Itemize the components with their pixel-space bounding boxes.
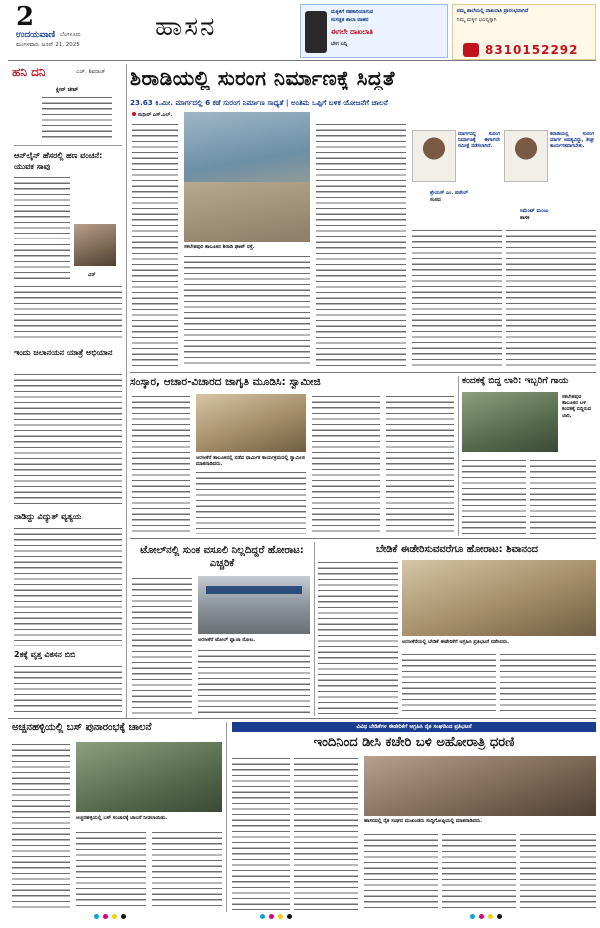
hani-dani-box	[12, 65, 124, 80]
bus-photo-caption: ಅಚ್ಚನಹಳ್ಳಿಯಲ್ಲಿ ಬಸ್ ಸಂಚಾರಕ್ಕೆ ಚಾಲನೆ ನೀಡಲಾಯಿತು.	[76, 815, 168, 821]
dc-kicker: ವಿವಿಧ ಬೇಡಿಕೆಗಳ ಈಡೇರಿಕೆಗೆ ಆಗ್ರಹಿಸಿ ರೈತ ಸಂಘದಿಂದ ಪ್ರತಿಭಟನೆ	[232, 722, 596, 732]
samskara-text-col1	[132, 394, 190, 534]
story1-photo-caption: ವಿನ್	[88, 272, 96, 278]
lead-text-col1	[132, 122, 178, 368]
side-role-1: ಸಂಸದ	[430, 197, 441, 203]
samskara-photo-caption: ಅರಸೀಕೆರೆ ತಾಲೂಕಿನಲ್ಲಿ ನಡೆದ ಧಾರ್ಮಿಕ ಕಾರ್ಯಕ್ರಮದಲ್ಲಿ ಸ್ವಾಮೀಜಿ ಮಾತನಾಡಿದರು.	[196, 455, 305, 468]
dc-photo-caption: ಹಾಸನದಲ್ಲಿ ರೈತ ಸಂಘದ ಮುಖಂಡರು ಸುದ್ದಿಗೋಷ್ಠಿಯಲ್ಲಿ ಮಾತನಾಡಿದರು.	[364, 818, 483, 824]
demand-photo	[402, 560, 596, 636]
side-quote-1: ಮಾರ್ಗದಲ್ಲಿ ಸುರಂಗ ನಿರ್ಮಾಣಕ್ಕೆ ಈಗಾಗಲೇ ಸಮೀಕ್ಷೆ ನಡೆಸಲಾಗಿದೆ.	[458, 132, 500, 149]
mid-rule	[130, 538, 596, 539]
story1-title: ಆನ್‌ಲೈನ್ ಹೆಸರಲ್ಲಿ ಹಣ ವಂಚನೆ: ಯುವಕ ಸಾವು	[14, 151, 103, 171]
story4-text	[14, 664, 122, 714]
black-mark-icon	[121, 914, 126, 919]
lead-photo	[184, 112, 310, 242]
toll-headline: ಟೋಲ್‌ನಲ್ಲಿ ಸುಂಕ ವಸೂಲಿ ನಿಲ್ಲದಿದ್ದರೆ ಹೋರಾಟ: ಎಚ್ಚರಿಕೆ	[140, 545, 304, 569]
side-name-1: ಶ್ರೇಯಸ್ ಎಂ. ಪಟೇಲ್	[430, 190, 469, 196]
dc-text-col1	[232, 756, 290, 910]
dc-text-col5	[520, 832, 596, 910]
rule	[14, 145, 122, 146]
dc-photo	[364, 756, 596, 816]
ad-right-line-2: ನಿಮ್ಮ ಮಕ್ಕಳ ಭವಿಷ್ಯಕ್ಕಾಗಿ	[457, 17, 497, 23]
registration-marks-right	[470, 914, 530, 922]
paper-name: ಉದಯವಾಣಿ	[16, 30, 56, 40]
lead-portrait-2	[504, 130, 548, 182]
dc-text-col3	[364, 832, 438, 910]
lead-rule	[130, 372, 596, 373]
poem-text	[42, 95, 112, 141]
edition: ಬೆಂಗಳೂರು	[60, 32, 81, 38]
cyan-mark-icon	[94, 914, 99, 919]
column-divider	[126, 64, 127, 718]
school-ad-right	[452, 4, 596, 60]
phone-icon	[463, 43, 479, 57]
registration-marks-left	[94, 914, 154, 922]
lead-text-col5	[506, 228, 596, 368]
story1-text-c	[14, 284, 122, 342]
dc-headline: ಇಂದಿನಿಂದ ಡೀಸಿ ಕಚೇರಿ ಬಳಿ ಅಹೋರಾತ್ರಿ ಧರಣಿ	[313, 735, 515, 750]
dc-text-col2	[294, 756, 358, 910]
demand-text-col1	[318, 560, 398, 714]
demand-text-col2	[402, 652, 496, 714]
black-mark-icon	[287, 914, 292, 919]
black-mark-icon	[497, 914, 502, 919]
dateline: ಮಂಗಳವಾರ, ಜೂನ್ 21, 2025	[16, 42, 80, 48]
lead-text-col4	[412, 228, 502, 368]
lead-photo-caption: ಸಕಲೇಶಪುರ ತಾಲೂಕಿನ ಶಿರಾಡಿ ಘಾಟ್ ರಸ್ತೆ.	[184, 244, 255, 250]
lead-byline	[132, 112, 172, 118]
page-number: 2	[16, 2, 35, 32]
story2-text	[14, 372, 122, 506]
lorry-photo-caption: ಸಕಲೇಶಪುರ ತಾಲೂಕಿನ ಬಳಿ ಕಂದಕಕ್ಕೆ ಬಿದ್ದಿರುವ ಲಾರಿ.	[562, 394, 592, 419]
registration-marks-center	[260, 914, 320, 922]
story1-photo	[74, 224, 116, 266]
quote-heading: ಕ್ಲೀನ್ ಚೀಟ್	[56, 87, 79, 93]
lead-text-col3	[316, 122, 406, 368]
masthead-rule	[8, 60, 596, 61]
story1-text-a	[14, 175, 70, 239]
magenta-mark-icon	[479, 914, 484, 919]
lead-subheadline: 23.63 ಕಿ.ಮೀ. ಮಾರ್ಗದಲ್ಲಿ 6 ಕಡೆ ಸುರಂಗ ನಿರ್ಮಾಣ ಸಾಧ್ಯತೆ | ಅಂತಿಮ ಒಪ್ಪಿಗೆ ಬಳಿಕ ಯೋಜನೆಗೆ ಚಾಲನೆ	[130, 98, 388, 107]
magenta-mark-icon	[269, 914, 274, 919]
toll-photo	[198, 576, 310, 634]
side-quote-2: ಶಿರಾಡಿಯಲ್ಲಿ ಸುರಂಗ ಮಾರ್ಗ ಅವಶ್ಯವಿದ್ದು, ಶೀಘ್ರ ಕಾರ್ಯಗತವಾಗಬೇಕು.	[550, 132, 594, 149]
story4-title: 2ಕಕ್ಕೆ ವೃತ್ತ ವಿಕಸನ ಬಿಬಿ	[14, 650, 76, 659]
story3-text	[14, 526, 122, 646]
story3-title: ನಾಡಿದ್ದು ವಿದ್ಯುತ್ ವ್ಯತ್ಯಯ	[14, 512, 82, 521]
yellow-mark-icon	[112, 914, 117, 919]
cyan-mark-icon	[470, 914, 475, 919]
lorry-text-col2	[530, 458, 596, 534]
demand-photo-caption: ಅರಸೀಕೆರೆಯಲ್ಲಿ ಬೇಡಿಕೆ ಈಡೇರಿಕೆಗೆ ಆಗ್ರಹಿಸಿ ಪ್ರತಿಭಟನೆ ನಡೆಸಿದರು.	[402, 639, 510, 645]
lorry-text-col1	[462, 458, 526, 534]
samskara-headline: ಸಂಸ್ಕಾರ, ಆಚಾರ-ವಿಚಾರದ ಜಾಗೃತಿ ಮೂಡಿಸಿ: ಸ್ವಾಮೀಜಿ	[130, 376, 321, 388]
divider-dc	[226, 722, 227, 912]
toll-canopy-graphic	[206, 586, 302, 594]
lead-portrait-1	[412, 130, 456, 182]
magenta-mark-icon	[103, 914, 108, 919]
dc-text-col4	[442, 832, 516, 910]
toll-photo-caption: ಅರಸೀಕೆರೆ ಟೋಲ್ ಪ್ಲಾಜಾ ನೋಟ.	[198, 637, 255, 643]
samskara-text-col4	[386, 394, 454, 534]
samskara-text-col3	[312, 394, 380, 534]
demand-text-col3	[500, 652, 596, 714]
lead-headline: ಶಿರಾಡಿಯಲ್ಲಿ ಸುರಂಗ ನಿರ್ಮಾಣಕ್ಕೆ ಸಿದ್ಧತೆ	[130, 66, 395, 90]
lead-text-col2	[184, 254, 310, 368]
bullet-icon	[132, 112, 136, 116]
ad-left-line-4: ಬೇಗ ಬನ್ನಿ	[331, 41, 348, 47]
ad-left-line-2: ಸುಸಜ್ಜಿತ ಶಾಲಾ ವಾಹನ	[331, 17, 369, 23]
school-ad-left	[300, 4, 448, 58]
toll-text-col2	[198, 648, 310, 714]
bus-text-col2	[76, 830, 146, 910]
toll-text-col1	[132, 576, 192, 714]
samskara-text-col2	[196, 470, 306, 534]
ad-phone-number: 8310152292	[485, 43, 579, 57]
road-graphic	[184, 182, 310, 242]
bus-text-col1	[12, 742, 70, 910]
story2-title: ಇಂದು ಜಲಾನಯನ ಯಾತ್ರೆ ಅಭಿಯಾನ	[14, 348, 113, 357]
divider-demand	[314, 542, 315, 716]
lead-byline-text: ಸುಧೀರ್ ಎಸ್.ಎಲ್.	[138, 112, 173, 118]
samskara-photo	[196, 394, 306, 452]
lorry-photo	[462, 392, 558, 452]
ad-right-line-1: ನಮ್ಮ ಶಾಲೆಯಲ್ಲಿ ದಾಖಲಾತಿ ಪ್ರಾರಂಭವಾಗಿದೆ	[457, 8, 529, 14]
ad-left-line-1: ಮಕ್ಕಳಿಗೆ ಸಹಕಾರಿಯಾಗುವ	[331, 9, 374, 15]
ad-left-line-3: ಈಗಲೇ ದಾಖಲಾತಿ	[331, 29, 373, 36]
demand-headline: ಬೇಡಿಕೆ ಈಡೇರಿಸುವವರೆಗೂ ಹೋರಾಟ: ಶಿವಾನಂದ	[376, 544, 538, 555]
phone-graphic	[305, 11, 327, 53]
divider-lorry	[458, 376, 459, 536]
side-name-2: ಸಿಮೆಂಟ್ ಮಂಜು	[520, 208, 549, 214]
yellow-mark-icon	[278, 914, 283, 919]
section-title: ಹನಿ ದನಿ	[12, 65, 46, 79]
bottom-rule	[8, 718, 596, 719]
bus-text-col3	[152, 830, 222, 910]
town-title: ಹಾಸನ	[155, 12, 217, 42]
story1-text-b	[14, 242, 70, 282]
side-role-2: ಶಾಸಕ	[520, 215, 530, 221]
yellow-mark-icon	[488, 914, 493, 919]
bus-photo	[76, 742, 222, 812]
bus-headline: ಅಚ್ಚನಹಳ್ಳಿಯಲ್ಲಿ ಬಸ್ ಪುನಾರಂಭಕ್ಕೆ ಚಾಲನೆ	[12, 722, 152, 733]
section-byline: ಎಚ್. ಶಿವರಾಜ್	[76, 69, 106, 75]
lorry-headline: ಕಂದಕಕ್ಕೆ ಬಿದ್ದ ಲಾರಿ: ಇಬ್ಬರಿಗೆ ಗಾಯ	[462, 376, 569, 386]
cyan-mark-icon	[260, 914, 265, 919]
